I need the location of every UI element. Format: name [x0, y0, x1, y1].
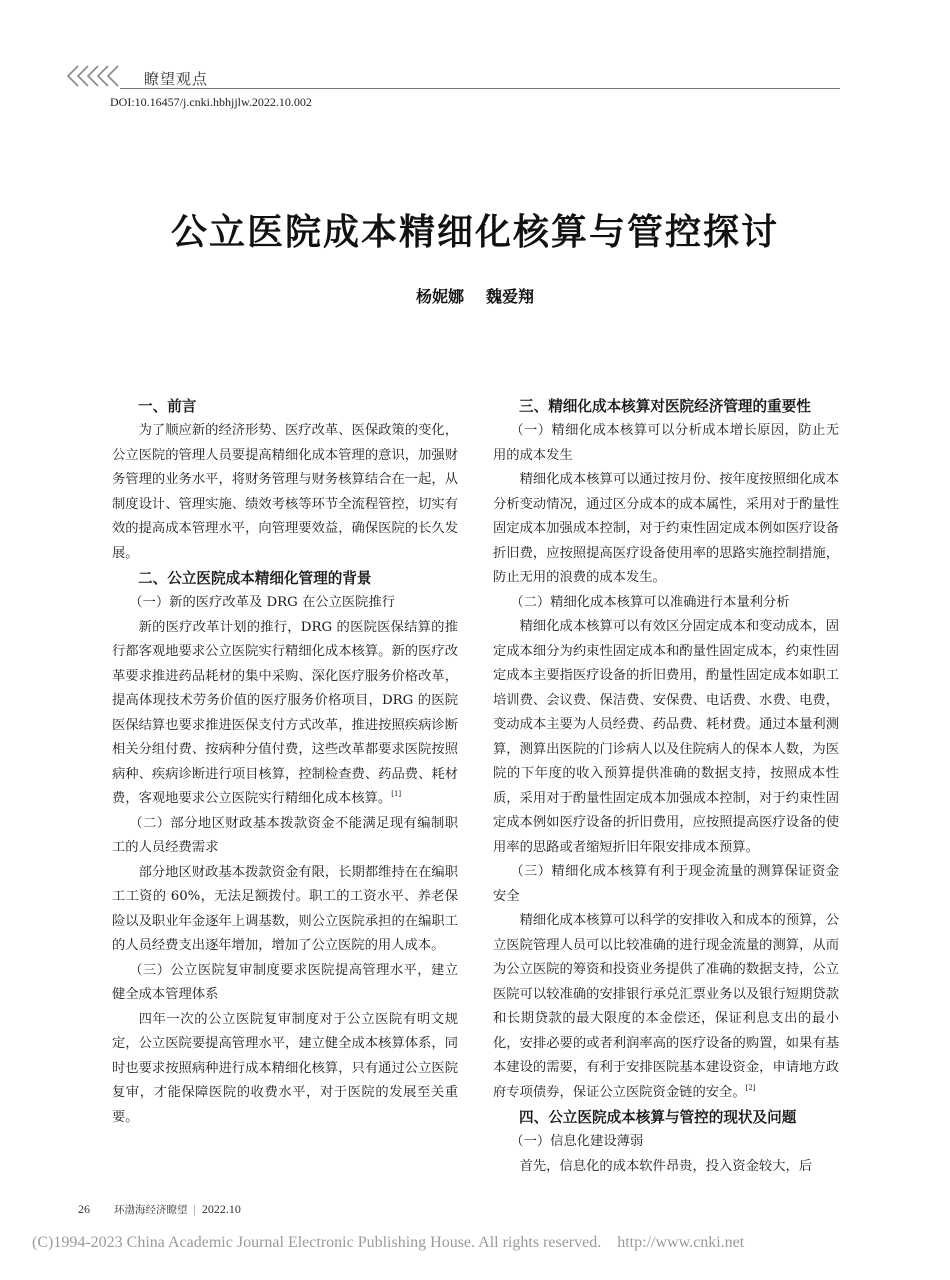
author-name: 魏爱翔	[486, 287, 535, 306]
page-number: 26	[78, 1202, 90, 1216]
left-column	[112, 394, 458, 1130]
subsection-heading: （一）精细化成本核算可以分析成本增长原因，防止无用的成本发生	[493, 423, 839, 463]
header-chevrons-icon	[66, 64, 126, 88]
citation-ref: [2]	[745, 1083, 756, 1092]
paragraph: 为了顺应新的经济形势、医疗改革、医保政策的变化，公立医院的管理人员要提高精细化成本管理的意识，加强财务管理的业务水平，将财务管理与财务核算结合在一起，从制度设计、管理实施、绩效考核等环节全流程管控，切实有效的提高成本管理水平，向管理要效益，确保医院的长久发展。	[112, 423, 458, 561]
paragraph-text: 新的医疗改革计划的推行，DRG 的医院医保结算的推行都客观地要求公立医院实行精细化成本核算。新的医疗改革要求推进药品耗材的集中采购、深化医疗服务价格改革，提高体现技术劳务价值的医疗服务价格项目，DRG 的医院医保结算也要求推进医保支付方式改革，推进按照疾病诊断相关分组付费、按病种分值付费，这些改革都要求医院按照病种、疾病诊断进行项目核算，控制检查费、药品费、耗材费，客观地要求公立医院实行精细化成本核算。	[112, 619, 458, 806]
section-heading: 四、公立医院成本核算与管控的现状及问题	[519, 1109, 797, 1126]
copyright-text: (C)1994-2023 China Academic Journal Electronic Publishing House. All rights reserved.	[32, 1234, 602, 1251]
author-list	[0, 284, 950, 307]
issue-number: 2022.10	[201, 1202, 241, 1216]
paragraph: 首先，信息化的成本软件昂贵，投入资金较大，后	[519, 1158, 813, 1174]
header-divider	[120, 88, 840, 89]
subsection-heading: （二）部分地区财政基本拨款资金不能满足现有编制职工的人员经费需求	[112, 815, 458, 855]
subsection-heading: （三）公立医院复审制度要求医院提高管理水平，建立健全成本管理体系	[112, 962, 458, 1002]
subsection-heading: （二）精细化成本核算可以准确进行本量利分析	[510, 594, 790, 610]
paragraph	[493, 909, 839, 1105]
page-footer	[78, 1202, 241, 1217]
paragraph-text: 精细化成本核算可以科学的安排收入和成本的预算，公立医院管理人员可以比较准确的进行现金流量的测算，从而为公立医院的筹资和投资业务提供了准确的数据支持，公立医院可以较准确的安排银行承兑汇票业务以及银行短期贷款和长期贷款的最大限度的本金偿还，保证利息支出的最小化，安排必要的或者利润率高的医疗设备的购置，如果有基本建设的需要，有利于安排医院基本建设资金，申请地方政府专项债券，保证公立医院资金链的安全。	[493, 913, 839, 1100]
doi-text: DOI:10.16457/j.cnki.hbhjjlw.2022.10.002	[110, 95, 312, 109]
footer-separator: |	[193, 1202, 196, 1216]
paragraph: 四年一次的公立医院复审制度对于公立医院有明文规定，公立医院要提高管理水平，建立健全成本核算体系，同时也要求按照病种进行成本精细化核算，只有通过公立医院复审，才能保障医院的收费水平，对于医院的发展至关重要。	[112, 1011, 458, 1125]
subsection-heading: （三）精细化成本核算有利于现金流量的测算保证资金安全	[493, 864, 839, 904]
section-heading: 三、精细化成本核算对医院经济管理的重要性	[519, 398, 811, 415]
section-label: 瞭望观点	[144, 70, 209, 88]
article-title: 公立医院成本精细化核算与管控探讨	[170, 211, 779, 254]
section-heading: 二、公立医院成本精细化管理的背景	[138, 570, 372, 587]
copyright-notice	[32, 1234, 744, 1252]
paragraph: 精细化成本核算可以通过按月份、按年度按照细化成本分析变动情况，通过区分成本的成本属性，采用对于酌量性固定成本加强成本控制，对于约束性固定成本例如医疗设备折旧费，应按照提高医疗设备使用率的思路实施控制措施，防止无用的浪费的成本发生。	[493, 472, 839, 585]
journal-name: 环渤海经济瞭望	[114, 1204, 188, 1216]
paragraph	[112, 616, 458, 812]
author-name: 杨妮娜	[415, 287, 464, 306]
citation-ref: [1]	[391, 790, 402, 798]
copyright-link[interactable]: http://www.cnki.net	[617, 1234, 745, 1251]
paragraph: 精细化成本核算可以有效区分固定成本和变动成本，固定成本细分为约束性固定成本和酌量性固定成本，约束性固定成本主要指医疗设备的折旧费用，酌量性固定成本如职工培训费、会议费、保洁费、安保费、电话费、水费、电费，变动成本主要为人员经费、药品费、耗材费。通过本量利测算，测算出医院的门诊病人以及住院病人的保本人数，为医院的下年度的收入预算提供准确的数据支持，按照成本性质，采用对于酌量性固定成本加强成本控制，对于约束性固定成本例如医疗设备的折旧费用，应按照提高医疗设备的使用率的思路或者缩短折旧年限安排成本预算。	[493, 619, 839, 855]
right-column	[493, 394, 839, 1179]
section-heading: 一、前言	[138, 398, 197, 415]
subsection-heading: （一）新的医疗改革及 DRG 在公立医院推行	[129, 595, 396, 610]
subsection-heading: （一）信息化建设薄弱	[510, 1134, 644, 1149]
paragraph: 部分地区财政基本拨款资金有限，长期都维持在在编职工工资的 60%，无法足额拨付。职工的工资水平、养老保险以及职业年金逐年上调基数，则公立医院承担的在编职工的人员经费支出逐年增加，增加了公立医院的用人成本。	[112, 864, 458, 953]
